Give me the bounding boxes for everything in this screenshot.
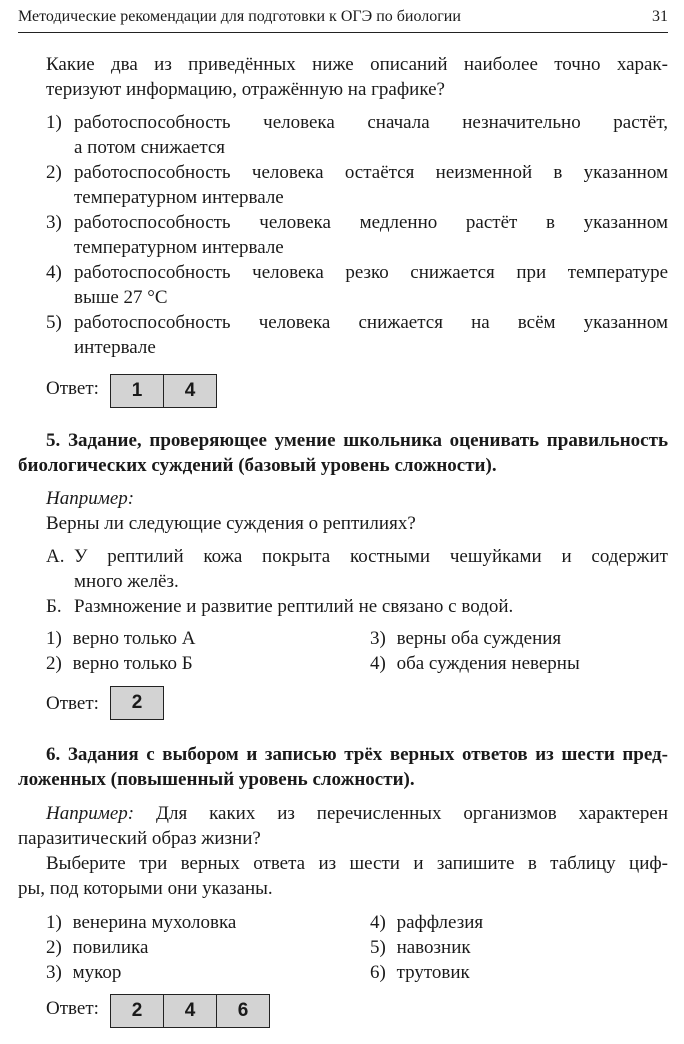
answer-cell: 4 xyxy=(184,380,196,401)
option-number: 2) xyxy=(46,162,62,183)
option-text: трутовик xyxy=(396,962,470,983)
option-text: верны оба суждения xyxy=(396,628,562,649)
answer-cell: 6 xyxy=(237,1000,249,1021)
option-text-line1: работоспособность человека резко снижается при температуре xyxy=(74,262,668,283)
option-number: 1) xyxy=(46,912,62,933)
statement-letter: Б. xyxy=(46,596,62,617)
answer-label: Ответ: xyxy=(46,998,99,1019)
s5-option-1 xyxy=(46,626,195,651)
s6-option-3 xyxy=(46,960,121,985)
option-text: верно только Б xyxy=(72,653,193,674)
option-number: 2) xyxy=(46,653,62,674)
example-label: Например: xyxy=(46,488,135,509)
option-number: 5) xyxy=(370,937,386,958)
answer-cell: 2 xyxy=(131,692,143,713)
option-number: 4) xyxy=(46,262,62,283)
answer-box xyxy=(110,374,217,408)
option-number: 3) xyxy=(46,962,62,983)
option-number: 2) xyxy=(46,937,62,958)
option-text-line1: работоспособность человека снижается на всём указанном xyxy=(74,312,668,333)
option-number: 3) xyxy=(46,212,62,233)
s5-option-3 xyxy=(370,626,561,651)
section6-instruction-line2: ры, под которыми они указаны. xyxy=(18,878,273,899)
option-text: мукор xyxy=(72,962,122,983)
answer-box xyxy=(110,686,164,720)
section5-question: Верны ли следующие суждения о рептилиях? xyxy=(46,513,416,534)
statement-text-line2: много желёз. xyxy=(74,571,179,592)
section6-heading-line1: 6. Задания с выбором и записью трёх верных ответов из шести пред- xyxy=(46,744,668,765)
section6-question-line1: Для каких из перечисленных организмов характерен xyxy=(156,803,669,824)
s6-option-5 xyxy=(370,935,471,960)
section6-heading-line2: ложенных (повышенный уровень сложности). xyxy=(18,769,415,790)
option-text: верно только А xyxy=(72,628,196,649)
example-label: Например: xyxy=(46,803,135,824)
option-number: 4) xyxy=(370,912,386,933)
option-number: 6) xyxy=(370,962,386,983)
section5-heading-line1: 5. Задание, проверяющее умение школьника оценивать правильность xyxy=(46,430,668,451)
s5-option-2 xyxy=(46,651,193,676)
statement-text-line1: Размножение и развитие рептилий не связано с водой. xyxy=(74,596,514,617)
option-text-line1: работоспособность человека медленно растёт в указанном xyxy=(74,212,668,233)
option-text-line2: температурном интервале xyxy=(74,187,284,208)
option-number: 5) xyxy=(46,312,62,333)
page-number: 31 xyxy=(652,8,668,25)
option-text: повилика xyxy=(72,937,149,958)
option-text: венерина мухоловка xyxy=(72,912,237,933)
option-text-line2: интервале xyxy=(74,337,156,358)
option-number: 3) xyxy=(370,628,386,649)
s6-option-1 xyxy=(46,910,236,935)
section6-question-line2: паразитический образ жизни? xyxy=(18,828,261,849)
s6-option-2 xyxy=(46,935,148,960)
statement-letter: А. xyxy=(46,546,65,567)
question-intro-line2: теризуют информацию, отражённую на графике? xyxy=(46,79,445,100)
header-title: Методические рекомендации для подготовки к ОГЭ по биологии xyxy=(18,8,461,25)
answer-label: Ответ: xyxy=(46,378,99,399)
running-header xyxy=(18,6,668,33)
answer-cell: 1 xyxy=(111,375,164,407)
s5-option-4 xyxy=(370,651,580,676)
option-number: 4) xyxy=(370,653,386,674)
option-text-line2: а потом снижается xyxy=(74,137,226,158)
option-number: 1) xyxy=(46,112,62,133)
option-text-line2: температурном интервале xyxy=(74,237,284,258)
s6-option-6 xyxy=(370,960,470,985)
question-intro-line1: Какие два из приведённых ниже описаний наиболее точно харак- xyxy=(46,54,668,75)
answer-box xyxy=(110,994,270,1028)
section5-heading-line2: биологических суждений (базовый уровень сложности). xyxy=(18,455,497,476)
option-text-line2: выше 27 °С xyxy=(74,287,168,308)
option-text: навозник xyxy=(396,937,471,958)
answer-cell: 4 xyxy=(164,995,217,1027)
section6-instruction-line1: Выберите три верных ответа из шести и запишите в таблицу циф- xyxy=(46,853,668,874)
answer-label: Ответ: xyxy=(46,693,99,714)
option-text-line1: работоспособность человека остаётся неизменной в указанном xyxy=(74,162,668,183)
option-text: оба суждения неверны xyxy=(396,653,580,674)
section6-example-line1 xyxy=(46,801,668,826)
option-number: 1) xyxy=(46,628,62,649)
answer-cell: 2 xyxy=(111,995,164,1027)
statement-text-line1: У рептилий кожа покрыта костными чешуйками и содержит xyxy=(74,546,668,567)
option-text-line1: работоспособность человека сначала незначительно растёт, xyxy=(74,112,668,133)
option-text: раффлезия xyxy=(396,912,484,933)
s6-option-4 xyxy=(370,910,483,935)
